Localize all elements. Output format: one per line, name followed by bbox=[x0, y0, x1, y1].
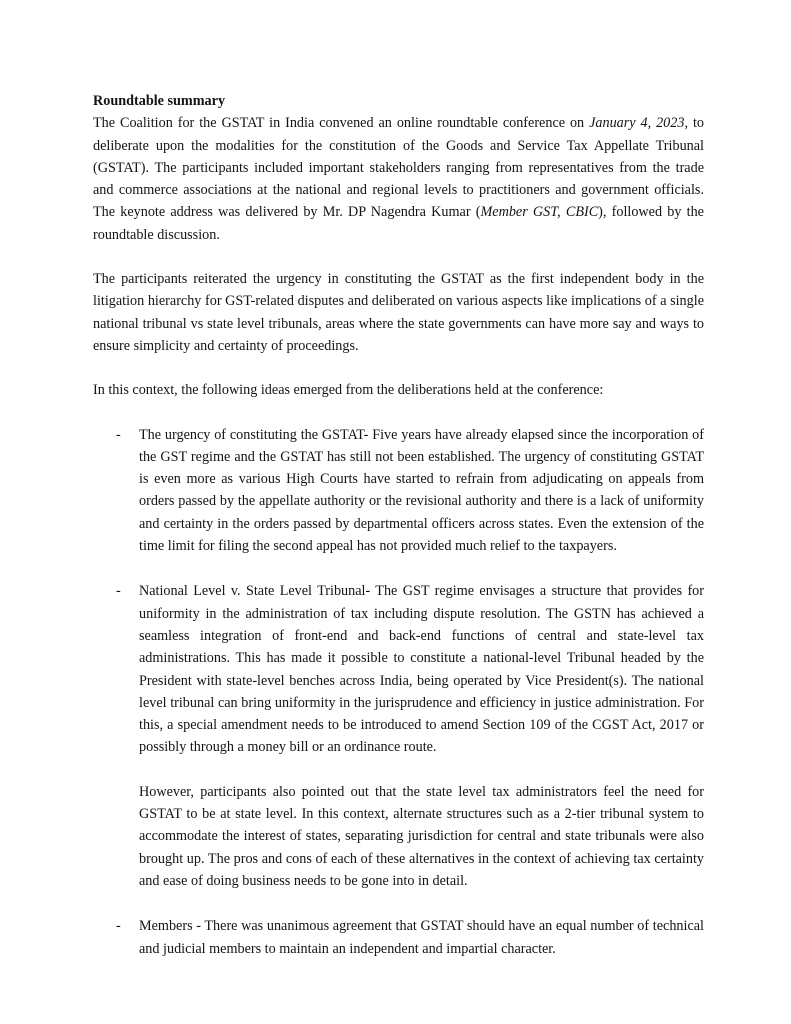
intro-text-3: ), followed by the roundtable discussion. bbox=[93, 204, 704, 243]
list-item-text: National Level v. State Level Tribunal- The GST regime envisages a structure that provides for uniformity in the administration of tax including dispute resolution. The GSTN has achieved a seamless integration of front-end and back-end functions of central and state-level tax administrations. This has made it possible to constitute a national-level Tribunal headed by the President with state-level benches across India, being operated by Vice President(s). The national level tribunal can bring uniformity in the jurisprudence and efficiency in justice administration. For this, a special amendment needs to be introduced to amend Section 109 of the CGST Act, 2017 or possibly through a money bill or an ordinance route. bbox=[139, 583, 704, 756]
intro-text-1: The Coalition for the GSTAT in India convened an online roundtable conference on bbox=[93, 115, 590, 132]
document-body bbox=[93, 90, 704, 983]
context-paragraph: In this context, the following ideas emerged from the deliberations held at the conference: bbox=[93, 382, 604, 399]
list-item-national-vs-state bbox=[93, 580, 704, 892]
list-item-continuation: However, participants also pointed out that the state level tax administrators feel the need for GSTAT to be at state level. In this context, alternate structures such as a 2-tier tribunal system to accommodate the interest of states, separating jurisdiction for central and state tribunals were also brought up. The pros and cons of each of these alternatives in the context of achieving tax certainty and ease of doing business needs to be gone into in detail. bbox=[139, 783, 704, 889]
ideas-list bbox=[93, 424, 704, 960]
list-item-members bbox=[93, 915, 704, 960]
conference-date: January 4, 2023 bbox=[589, 115, 685, 132]
bullet-dash: - bbox=[116, 583, 121, 600]
list-item-text: The urgency of constituting the GSTAT- Five years have already elapsed since the incorporation of the GST regime and the GSTAT has still not been established. The urgency of constituting GSTAT is even more as various High Courts have started to refrain from adjudicating on appeals from orders passed by the appellate authority or the revisional authority and there is a lack of uniformity and certainty in the orders passed by departmental officers across states. Even the extension of the time limit for filing the second appeal has not provided much relief to the taxpayers. bbox=[139, 426, 704, 555]
bullet-dash: - bbox=[116, 426, 121, 443]
urgency-paragraph: The participants reiterated the urgency in constituting the GSTAT as the first independent body in the litigation hierarchy for GST-related disputes and deliberated on various aspects like implications of a single national tribunal vs state level tribunals, areas where the state governments can have more say and ways to ensure simplicity and certainty of proceedings. bbox=[93, 271, 704, 354]
list-item-text: Members - There was unanimous agreement that GSTAT should have an equal number of technical and judicial members to maintain an independent and impartial character. bbox=[139, 918, 704, 957]
section-heading: Roundtable summary bbox=[93, 93, 226, 109]
bullet-dash: - bbox=[116, 918, 121, 935]
intro-paragraph bbox=[93, 112, 704, 246]
intro-text-2: , to deliberate upon the modalities for the constitution of the Goods and Service Tax Appellate Tribunal (GSTAT). The participants included important stakeholders ranging from representatives from the trade and commerce associations at the national and regional levels to practitioners and government officials. The keynote address was delivered by Mr. DP Nagendra Kumar ( bbox=[93, 115, 704, 221]
speaker-role: Member GST, CBIC bbox=[480, 204, 599, 221]
list-item-urgency bbox=[93, 424, 704, 558]
